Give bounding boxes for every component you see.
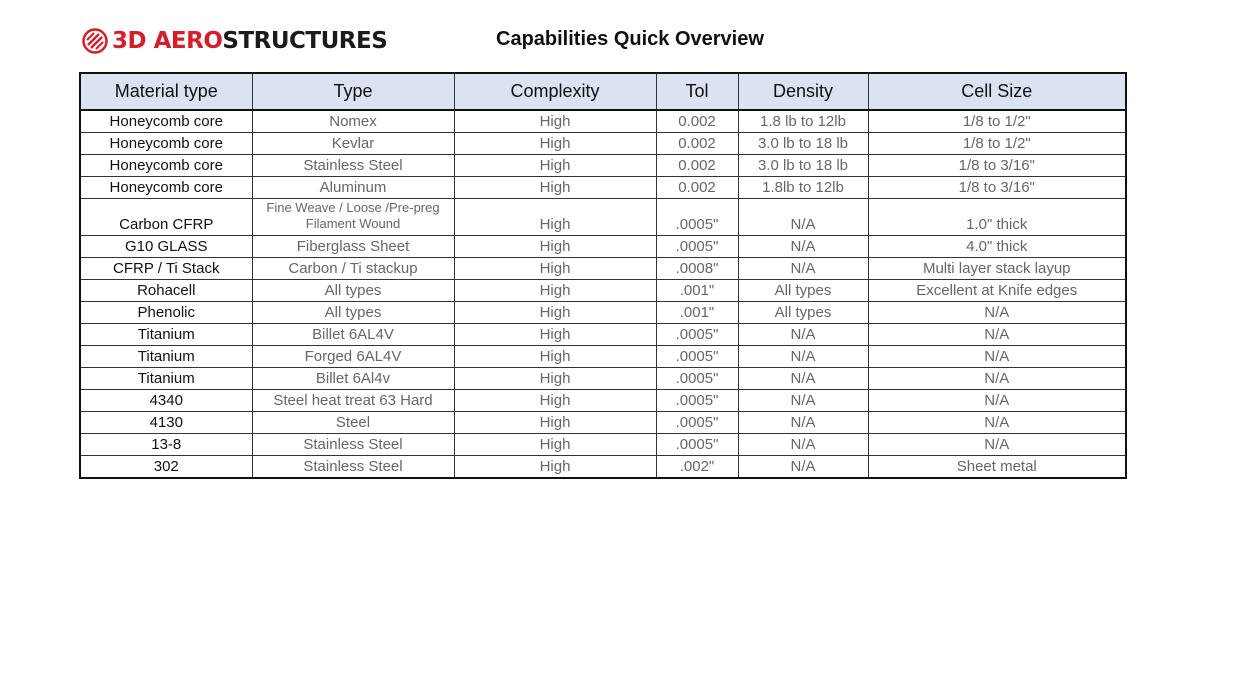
table-row <box>80 236 1126 258</box>
column-header: Complexity <box>454 73 656 110</box>
table-row <box>80 390 1126 412</box>
tol-cell: .0008" <box>656 258 738 280</box>
complexity-cell: High <box>454 324 656 346</box>
tol-cell: .0005" <box>656 199 738 236</box>
type-cell: Kevlar <box>252 133 454 155</box>
material-cell: Honeycomb core <box>80 177 252 199</box>
tol-cell: .0005" <box>656 236 738 258</box>
material-cell: Honeycomb core <box>80 110 252 133</box>
density-cell: N/A <box>738 368 868 390</box>
tol-cell: .001" <box>656 280 738 302</box>
type-cell: Carbon / Ti stackup <box>252 258 454 280</box>
tol-cell: .001" <box>656 302 738 324</box>
column-header: Material type <box>80 73 252 110</box>
type-cell: Forged 6AL4V <box>252 346 454 368</box>
logo-wordmark <box>112 26 387 56</box>
tol-cell: .0005" <box>656 368 738 390</box>
column-header: Tol <box>656 73 738 110</box>
column-header: Type <box>252 73 454 110</box>
material-cell: Rohacell <box>80 280 252 302</box>
tol-cell: 0.002 <box>656 133 738 155</box>
complexity-cell: High <box>454 390 656 412</box>
table-row <box>80 133 1126 155</box>
type-cell: Stainless Steel <box>252 456 454 479</box>
density-cell: N/A <box>738 456 868 479</box>
table-row <box>80 368 1126 390</box>
type-cell: Steel <box>252 412 454 434</box>
logo-word-dark: STRUCTURES <box>222 28 388 54</box>
type-cell: Aluminum <box>252 177 454 199</box>
table-row <box>80 199 1126 236</box>
material-cell: 13-8 <box>80 434 252 456</box>
cell-size-cell: N/A <box>868 302 1126 324</box>
material-cell: Titanium <box>80 368 252 390</box>
material-cell: CFRP / Ti Stack <box>80 258 252 280</box>
complexity-cell: High <box>454 412 656 434</box>
type-cell: All types <box>252 280 454 302</box>
density-cell: 3.0 lb to 18 lb <box>738 155 868 177</box>
logo-word-red: 3D AERO <box>112 28 223 54</box>
type-cell <box>252 199 454 236</box>
type-cell: Steel heat treat 63 Hard <box>252 390 454 412</box>
column-header: Density <box>738 73 868 110</box>
table-row <box>80 456 1126 479</box>
density-cell: All types <box>738 302 868 324</box>
cell-size-cell: N/A <box>868 346 1126 368</box>
cell-size-cell: N/A <box>868 368 1126 390</box>
type-cell: Billet 6Al4v <box>252 368 454 390</box>
material-cell: 302 <box>80 456 252 479</box>
density-cell: N/A <box>738 390 868 412</box>
density-cell: N/A <box>738 324 868 346</box>
cell-size-cell: Sheet metal <box>868 456 1126 479</box>
column-header: Cell Size <box>868 73 1126 110</box>
complexity-cell: High <box>454 177 656 199</box>
material-cell: Phenolic <box>80 302 252 324</box>
density-cell: All types <box>738 280 868 302</box>
density-cell: N/A <box>738 236 868 258</box>
material-cell: Titanium <box>80 324 252 346</box>
complexity-cell: High <box>454 155 656 177</box>
tol-cell: 0.002 <box>656 177 738 199</box>
tol-cell: .0005" <box>656 434 738 456</box>
table-row <box>80 412 1126 434</box>
cell-size-cell: N/A <box>868 412 1126 434</box>
table-row <box>80 324 1126 346</box>
cell-size-cell: Multi layer stack layup <box>868 258 1126 280</box>
complexity-cell: High <box>454 346 656 368</box>
complexity-cell: High <box>454 368 656 390</box>
tol-cell: .0005" <box>656 390 738 412</box>
tol-cell: .0005" <box>656 346 738 368</box>
complexity-cell: High <box>454 110 656 133</box>
density-cell: 1.8 lb to 12lb <box>738 110 868 133</box>
table-row <box>80 302 1126 324</box>
table-row <box>80 177 1126 199</box>
complexity-cell: High <box>454 456 656 479</box>
material-cell: Titanium <box>80 346 252 368</box>
density-cell: N/A <box>738 412 868 434</box>
material-cell: 4340 <box>80 390 252 412</box>
cell-size-cell: 1/8 to 3/16" <box>868 155 1126 177</box>
density-cell: N/A <box>738 258 868 280</box>
density-cell: N/A <box>738 434 868 456</box>
cell-size-cell: 1/8 to 1/2" <box>868 133 1126 155</box>
table-row <box>80 346 1126 368</box>
material-cell: Honeycomb core <box>80 133 252 155</box>
capabilities-table <box>79 72 1127 479</box>
material-cell: G10 GLASS <box>80 236 252 258</box>
cell-size-cell: N/A <box>868 324 1126 346</box>
cell-size-cell: Excellent at Knife edges <box>868 280 1126 302</box>
complexity-cell: High <box>454 199 656 236</box>
logo-emblem-icon <box>82 28 108 54</box>
complexity-cell: High <box>454 258 656 280</box>
table-header-row <box>80 73 1126 110</box>
type-line: Filament Wound <box>305 216 401 231</box>
complexity-cell: High <box>454 434 656 456</box>
complexity-cell: High <box>454 236 656 258</box>
density-cell: N/A <box>738 199 868 236</box>
material-cell: Honeycomb core <box>80 155 252 177</box>
density-cell: 1.8lb to 12lb <box>738 177 868 199</box>
type-cell: Billet 6AL4V <box>252 324 454 346</box>
cell-size-cell: 1.0" thick <box>868 199 1126 236</box>
type-cell: Stainless Steel <box>252 155 454 177</box>
cell-size-cell: 1/8 to 3/16" <box>868 177 1126 199</box>
table-row <box>80 434 1126 456</box>
type-cell: Stainless Steel <box>252 434 454 456</box>
cell-size-cell: N/A <box>868 390 1126 412</box>
complexity-cell: High <box>454 302 656 324</box>
tol-cell: .002" <box>656 456 738 479</box>
cell-size-cell: 4.0" thick <box>868 236 1126 258</box>
tol-cell: .0005" <box>656 412 738 434</box>
type-cell: Fiberglass Sheet <box>252 236 454 258</box>
density-cell: N/A <box>738 346 868 368</box>
material-cell: 4130 <box>80 412 252 434</box>
tol-cell: .0005" <box>656 324 738 346</box>
density-cell: 3.0 lb to 18 lb <box>738 133 868 155</box>
complexity-cell: High <box>454 280 656 302</box>
table-row <box>80 280 1126 302</box>
tol-cell: 0.002 <box>656 110 738 133</box>
table-row <box>80 155 1126 177</box>
company-logo <box>82 26 387 56</box>
complexity-cell: High <box>454 133 656 155</box>
table-row <box>80 258 1126 280</box>
cell-size-cell: 1/8 to 1/2" <box>868 110 1126 133</box>
type-cell: All types <box>252 302 454 324</box>
cell-size-cell: N/A <box>868 434 1126 456</box>
table-row <box>80 110 1126 133</box>
tol-cell: 0.002 <box>656 155 738 177</box>
type-cell: Nomex <box>252 110 454 133</box>
material-cell: Carbon CFRP <box>80 199 252 236</box>
type-line: Fine Weave / Loose /Pre-preg <box>266 200 440 215</box>
page-title: Capabilities Quick Overview <box>496 28 764 50</box>
